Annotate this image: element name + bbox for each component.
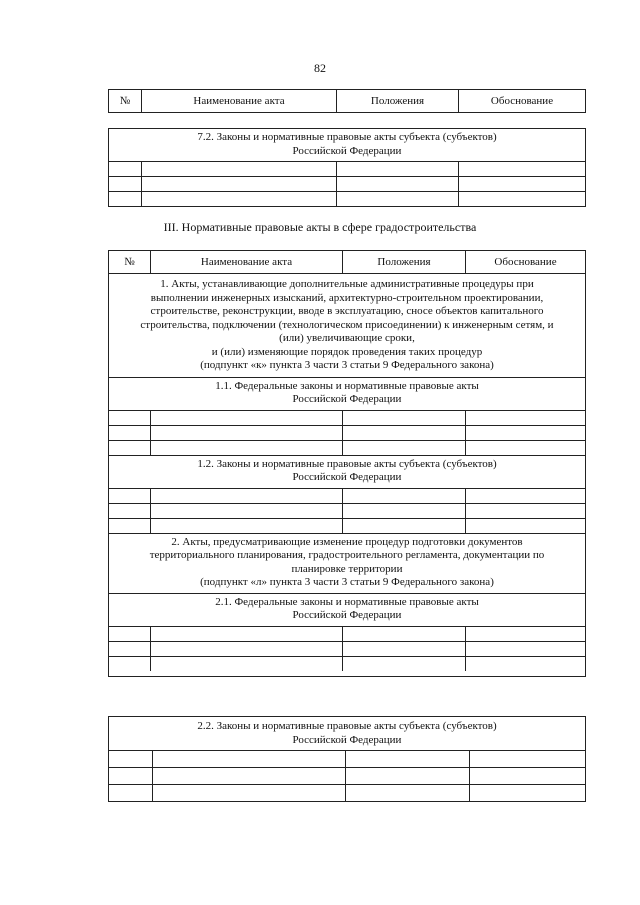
column-header-provisions: Положения <box>343 251 466 273</box>
section-7-2-title <box>109 129 585 162</box>
item-1-line: и (или) изменяющие порядок проведения таких процедур <box>211 345 483 358</box>
column-header-justification: Обоснование <box>490 95 554 107</box>
column-header-name: Наименование акта <box>142 90 337 112</box>
item-1-line: выполнении инженерных изысканий, архитектурно-строительном проектировании, <box>150 291 544 304</box>
table-row <box>109 657 585 671</box>
table-row <box>109 519 585 534</box>
sub-1-2-title-line2: Российской Федерации <box>292 471 402 483</box>
column-header-justification: Обоснование <box>494 256 557 268</box>
table-row <box>109 426 585 441</box>
item-1-line: (или) увеличивающие сроки, <box>279 332 415 344</box>
sub-2-1-title <box>109 594 585 627</box>
table-row <box>109 504 585 519</box>
sub-1-2-title <box>109 456 585 489</box>
section-7-2-title-line2: Российской Федерации <box>292 144 402 157</box>
page-number: 82 <box>314 61 326 75</box>
sub-2-2-table <box>108 716 586 802</box>
sub-1-1-title-line1: 1.1. Федеральные законы и нормативные правовые акты <box>215 379 479 392</box>
table-row <box>109 192 585 206</box>
sub-2-2-title-line2: Российской Федерации <box>292 733 402 746</box>
table-row <box>109 177 585 192</box>
table-row <box>109 162 585 177</box>
table-row <box>109 411 585 426</box>
item-1-line: строительстве, реконструкции, вводе в эксплуатацию, сносе объектов капитального <box>150 305 544 317</box>
table-row <box>109 489 585 504</box>
item-2-line: 2. Акты, предусматривающие изменение процедур подготовки документов <box>171 535 523 548</box>
item-1-line: 1. Акты, устанавливающие дополнительные административные процедуры при <box>160 278 534 290</box>
item-2-line: территориального планирования, градостроительного регламента, документации по <box>149 549 545 561</box>
column-header-num: № <box>109 251 151 273</box>
sub-1-1-title-line2: Российской Федерации <box>292 393 402 405</box>
sub-2-2-title-line1: 2.2. Законы и нормативные правовые акты субъекта (субъектов) <box>197 720 497 732</box>
table-row <box>109 785 585 801</box>
column-header-provisions: Положения <box>337 90 459 112</box>
section-7-2-table <box>108 128 586 207</box>
table-row <box>109 441 585 456</box>
item-2-line: (подпункт «л» пункта 3 части 3 статьи 9 Федерального закона) <box>200 576 494 588</box>
table-row <box>109 751 585 768</box>
sub-2-1-title-line2: Российской Федерации <box>292 609 402 621</box>
sub-2-2-title <box>109 717 585 751</box>
column-header-num: № <box>109 90 142 112</box>
table-row <box>109 627 585 642</box>
item-1-line: (подпункт «к» пункта 3 части 3 статьи 9 Федерального закона) <box>200 359 494 371</box>
table-header-section-3 <box>108 250 586 274</box>
table-header <box>108 89 586 113</box>
column-header-name: Наименование акта <box>151 251 343 273</box>
table-row <box>109 768 585 785</box>
sub-2-1-title-line1: 2.1. Федеральные законы и нормативные правовые акты <box>215 595 479 608</box>
section-3-table <box>108 274 586 677</box>
sub-1-2-title-line1: 1.2. Законы и нормативные правовые акты субъекта (субъектов) <box>197 457 497 470</box>
item-2-line: планировке территории <box>291 562 403 575</box>
section-7-2-title-line1: 7.2. Законы и нормативные правовые акты субъекта (субъектов) <box>197 131 497 143</box>
table-row <box>109 642 585 657</box>
item-2-heading <box>109 534 585 594</box>
item-1-heading <box>109 274 585 378</box>
item-1-line: строительства, подключении (технологическом присоединении) к инженерным сетям, и <box>140 318 554 331</box>
sub-1-1-title <box>109 378 585 411</box>
section-3-title: III. Нормативные правовые акты в сфере градостроительства <box>163 220 477 234</box>
